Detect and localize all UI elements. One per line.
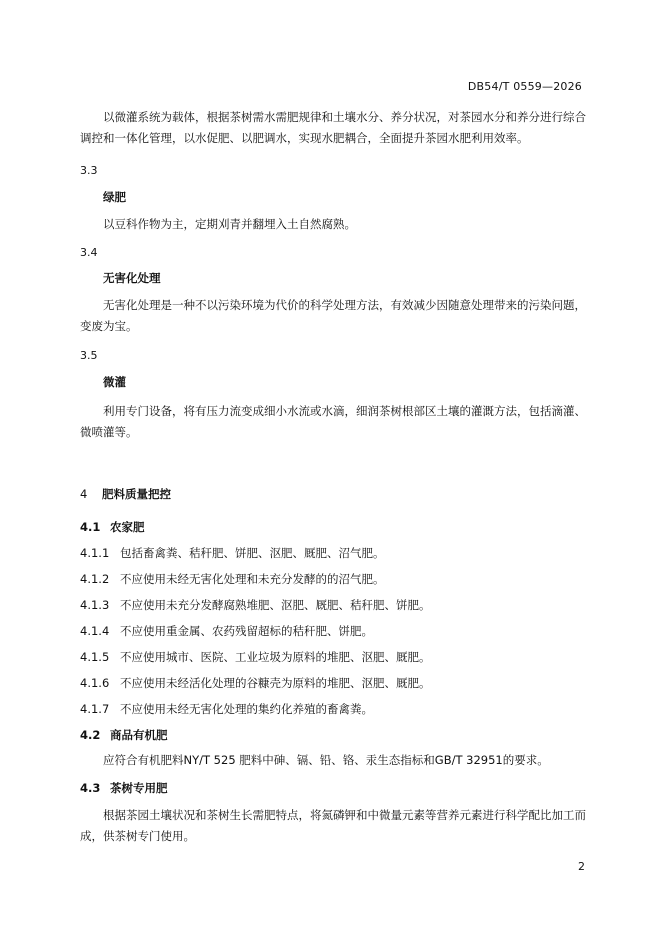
item-number: 4.1.4 bbox=[80, 624, 110, 638]
section-number: 4 bbox=[80, 487, 88, 501]
subsection-number: 4.2 bbox=[80, 728, 101, 742]
item-text: 不应使用城市、医院、工业垃圾为原料的堆肥、沤肥、厩肥。 bbox=[120, 650, 431, 664]
item-number: 4.1.7 bbox=[80, 702, 110, 716]
subsection-heading bbox=[80, 519, 145, 535]
subsection-heading bbox=[80, 727, 168, 743]
list-item bbox=[80, 649, 431, 665]
list-item bbox=[80, 597, 431, 613]
term-title: 微灌 bbox=[103, 375, 126, 389]
document-code-header: DB54/T 0559—2026 bbox=[467, 80, 582, 93]
term-definition: 利用专门设备，将有压力流变成细小水流或水滴，细润茶树根部区土壤的灌溉方法，包括滴灌、微喷灌等。 bbox=[80, 404, 586, 439]
item-text: 不应使用未经无害化处理和未充分发酵的的沼气肥。 bbox=[120, 572, 385, 586]
intro-paragraph: 以微灌系统为载体，根据茶树需水需肥规律和土壤水分、养分状况，对茶园水分和养分进行综合调控和一体化管理，以水促肥、以肥调水，实现水肥耦合，全面提升茶园水肥利用效率。 bbox=[80, 110, 586, 145]
item-number: 4.1.5 bbox=[80, 650, 110, 664]
subsection-heading bbox=[80, 780, 168, 796]
term-number: 3.5 bbox=[80, 349, 98, 362]
list-item bbox=[80, 701, 373, 717]
term-title: 绿肥 bbox=[103, 190, 126, 204]
item-text: 包括畜禽粪、秸秆肥、饼肥、沤肥、厩肥、沼气肥。 bbox=[120, 546, 385, 560]
list-item bbox=[80, 623, 373, 639]
list-item bbox=[80, 571, 385, 587]
subsection-title: 茶树专用肥 bbox=[110, 781, 168, 795]
section-heading bbox=[80, 486, 171, 502]
item-number: 4.1.1 bbox=[80, 546, 110, 560]
subsection-number: 4.1 bbox=[80, 520, 101, 534]
item-text: 不应使用未充分发酵腐熟堆肥、沤肥、厩肥、秸秆肥、饼肥。 bbox=[120, 598, 431, 612]
item-text: 不应使用未经无害化处理的集约化养殖的畜禽粪。 bbox=[120, 702, 373, 716]
item-text: 不应使用重金属、农药残留超标的秸秆肥、饼肥。 bbox=[120, 624, 373, 638]
term-definition: 无害化处理是一种不以污染环境为代价的科学处理方法，有效减少因随意处理带来的污染问题，变废为宝。 bbox=[80, 298, 586, 333]
term-title: 无害化处理 bbox=[103, 271, 161, 285]
list-item bbox=[80, 545, 385, 561]
subsection-paragraph: 根据茶园土壤状况和茶树生长需肥特点，将氮磷钾和中微量元素等营养元素进行科学配比加工而成，供茶树专门使用。 bbox=[80, 808, 586, 843]
term-number: 3.4 bbox=[80, 246, 98, 259]
list-item bbox=[80, 675, 431, 691]
subsection-title: 农家肥 bbox=[110, 520, 145, 534]
item-number: 4.1.6 bbox=[80, 676, 110, 690]
subsection-paragraph: 应符合有机肥料NY/T 525 肥料中砷、镉、铅、铬、汞生态指标和GB/T 32951的要求。 bbox=[103, 753, 549, 767]
term-number: 3.3 bbox=[80, 164, 98, 177]
item-number: 4.1.2 bbox=[80, 572, 110, 586]
subsection-title: 商品有机肥 bbox=[110, 728, 168, 742]
item-number: 4.1.3 bbox=[80, 598, 110, 612]
term-definition: 以豆科作物为主，定期刈青并翻埋入土自然腐熟。 bbox=[103, 217, 356, 231]
item-text: 不应使用未经活化处理的谷糠壳为原料的堆肥、沤肥、厩肥。 bbox=[120, 676, 431, 690]
subsection-number: 4.3 bbox=[80, 781, 101, 795]
page-number: 2 bbox=[578, 860, 585, 873]
section-title: 肥料质量把控 bbox=[102, 487, 171, 501]
